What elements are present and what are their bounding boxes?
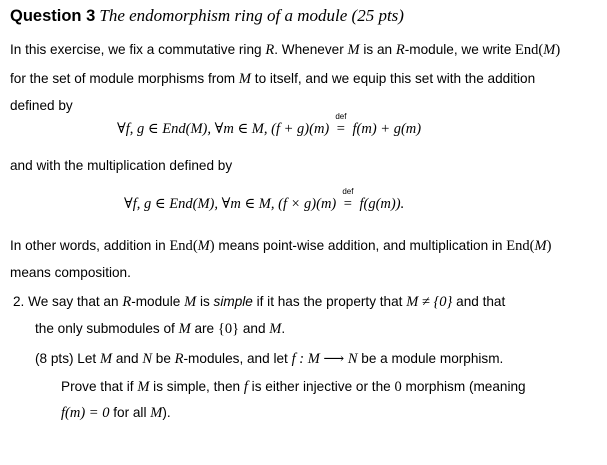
item-text: and	[239, 321, 270, 336]
intro-text: -module, we write	[404, 42, 516, 57]
intro-text: . Whenever	[274, 42, 348, 57]
intro-text: In this exercise, we fix a commutative ring	[10, 42, 266, 57]
item-2-line-1	[13, 294, 505, 311]
addition-formula-lhs: ∀f, g ∈ End(M), ∀m ∈ M, (f + g)(m)	[117, 121, 330, 137]
ring-symbol: R	[265, 42, 275, 58]
morphism-symbol: f	[243, 379, 248, 395]
module-symbol: M	[137, 379, 150, 395]
item-a-line-2	[61, 379, 526, 396]
end-symbol: End	[515, 42, 539, 58]
def-equals-symbol: def =	[333, 121, 349, 138]
module-symbol: M	[197, 238, 210, 254]
summary-text: means point-wise addition, and multiplication in	[214, 238, 507, 253]
summary-line-2: means composition.	[10, 265, 131, 280]
module-symbol: M	[534, 238, 547, 254]
zero-submodule: {0}	[217, 321, 240, 337]
module-symbol: M	[543, 42, 556, 58]
item-text: (8 pts) Let	[35, 351, 100, 366]
intro-text: to itself, and we equip this set with the addition	[251, 71, 536, 86]
intro-line-3: defined by	[10, 98, 73, 113]
zero-condition: f(m) = 0	[61, 405, 110, 421]
item-text: is	[196, 294, 214, 309]
module-symbol: M	[184, 294, 197, 310]
module-symbol: M	[269, 321, 282, 337]
intro-line-2	[10, 71, 535, 88]
item-text: morphism (meaning	[401, 379, 526, 394]
nonzero-condition: M ≠ {0}	[406, 294, 453, 310]
def-label: def	[342, 187, 354, 196]
intro-text: is an	[359, 42, 396, 57]
item-text: We say that an	[28, 294, 123, 309]
item-text: for all	[109, 405, 151, 420]
addition-formula-rhs: f(m) + g(m)	[352, 121, 422, 137]
def-equals-symbol: def =	[340, 196, 356, 213]
multiplication-formula-rhs: f(g(m)).	[359, 196, 405, 212]
ring-symbol: R	[174, 351, 184, 367]
item-text: the only submodules of	[35, 321, 179, 336]
item-a-line-3	[61, 405, 171, 422]
morphism-map: f : M ⟶ N	[291, 351, 358, 367]
ring-symbol: R	[122, 294, 132, 310]
module-symbol: M	[178, 321, 191, 337]
item-text: and that	[452, 294, 506, 309]
item-a-line-1	[35, 351, 503, 368]
item-text: be a module morphism.	[357, 351, 504, 366]
module-symbol: M	[238, 71, 252, 87]
end-symbol: End	[506, 238, 530, 254]
item-text: be	[151, 351, 175, 366]
module-n-symbol: N	[142, 351, 152, 367]
question-heading	[10, 6, 404, 26]
module-symbol: M	[150, 405, 163, 421]
simple-term: simple	[213, 294, 253, 309]
item-text: and	[112, 351, 143, 366]
zero-symbol: 0	[394, 379, 402, 395]
item-text: are	[190, 321, 218, 336]
module-symbol: M	[99, 351, 113, 367]
item-text: .	[281, 321, 286, 336]
question-label: Question 3	[10, 7, 96, 25]
summary-line-1: In other words, addition in End(M) means point-wise addition, and multiplication in End(M)	[10, 238, 552, 254]
item-number: 2.	[13, 294, 25, 309]
item-text: -module	[131, 294, 185, 309]
multiplication-definition	[124, 187, 405, 213]
intro-line-1: In this exercise, we fix a commutative ring R. Whenever M is an R-module, we write End(M)	[10, 42, 561, 58]
item-text: -modules, and let	[183, 351, 292, 366]
intro-text: for the set of module morphisms from	[10, 71, 239, 86]
question-title: The endomorphism ring of a module (25 pts)	[99, 6, 404, 25]
addition-definition	[117, 112, 422, 138]
item-text: ).	[162, 405, 171, 420]
ring-symbol: R	[395, 42, 405, 58]
item-text: is either injective or the	[247, 379, 395, 394]
summary-text: In other words, addition in	[10, 238, 170, 253]
item-text: if it has the property that	[252, 294, 407, 309]
multiplication-intro: and with the multiplication defined by	[10, 158, 233, 173]
item-text: is simple, then	[149, 379, 244, 394]
multiplication-formula-lhs: ∀f, g ∈ End(M), ∀m ∈ M, (f × g)(m)	[124, 196, 337, 212]
end-symbol: End	[169, 238, 193, 254]
def-label: def	[335, 112, 347, 121]
module-symbol: M	[347, 42, 360, 58]
item-2-line-2	[35, 321, 285, 338]
item-text: Prove that if	[61, 379, 138, 394]
